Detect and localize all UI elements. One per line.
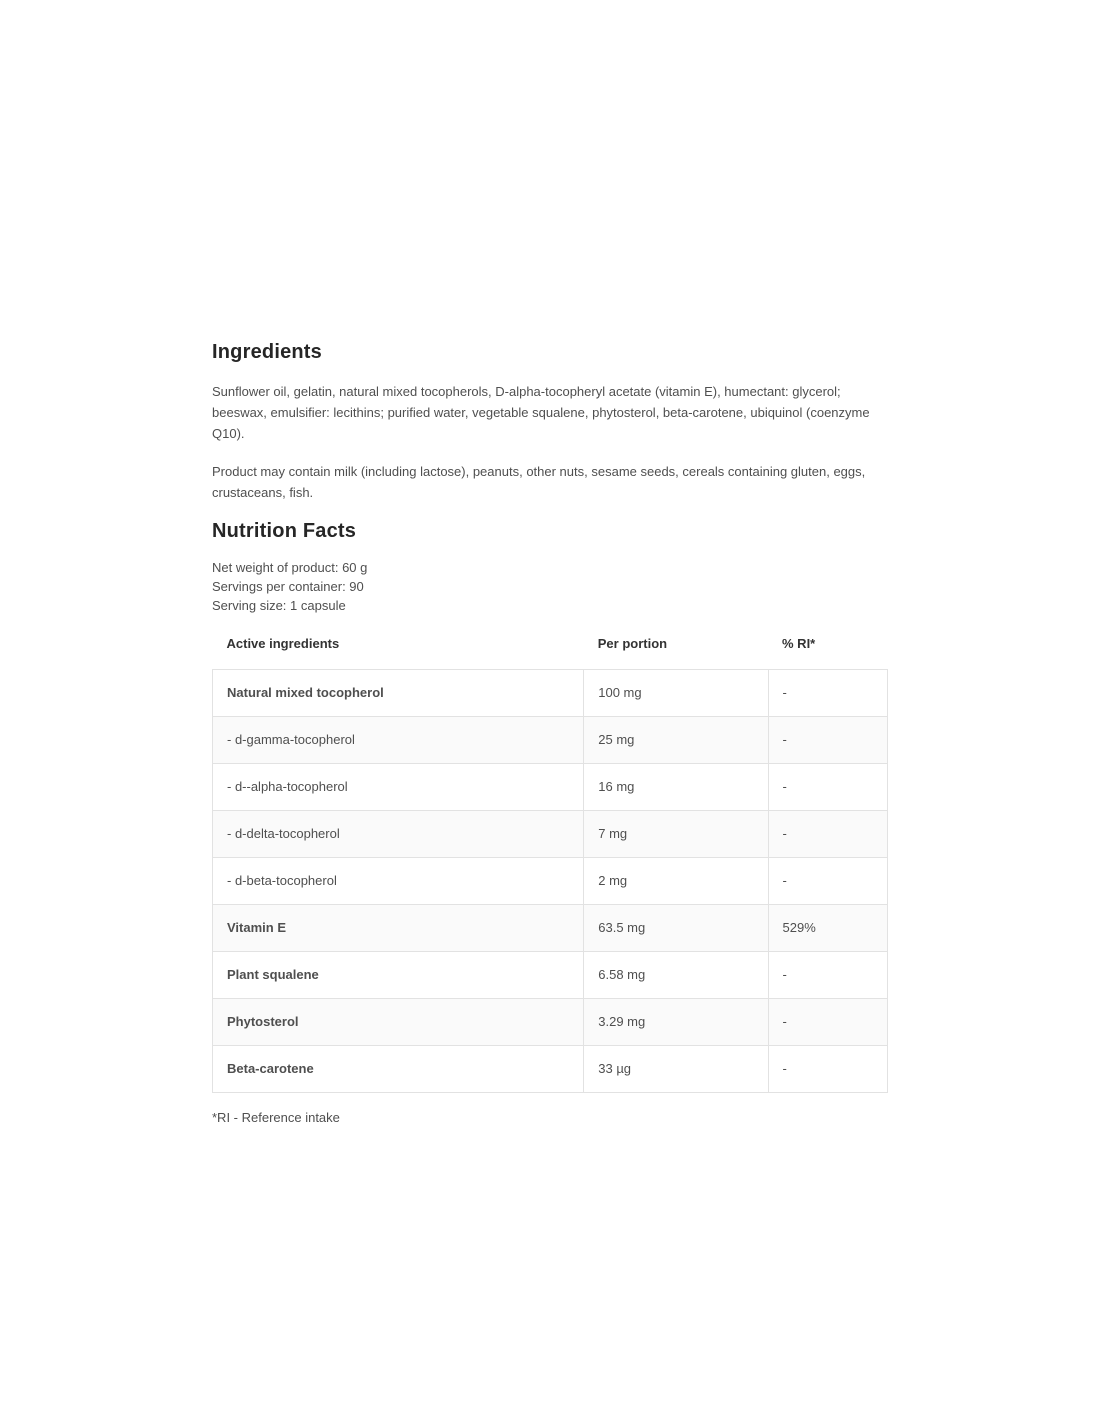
reference-intake-note: *RI - Reference intake (212, 1110, 340, 1125)
ingredients-paragraph: Sunflower oil, gelatin, natural mixed tocopherols, D-alpha-tocopheryl acetate (vitamin E), humectant: glycerol; beeswax, emulsifier: lecithins; purified water, vegetable squalene, phytosterol, beta-carotene, ubiquinol (coenzyme Q10). (212, 384, 870, 441)
portion-value-cell: 100 mg (584, 670, 768, 717)
allergen-paragraph: Product may contain milk (including lactose), peanuts, other nuts, sesame seeds, cereals containing gluten, eggs, crustaceans, fish. (212, 464, 866, 500)
ingredient-name-cell: - d-delta-tocopherol (213, 811, 584, 858)
ri-value-cell: - (768, 999, 887, 1046)
ri-value-cell: - (768, 858, 887, 905)
product-details-content (212, 0, 888, 1127)
servings-per-container-line: Servings per container: 90 (212, 579, 364, 594)
ri-value-cell: - (768, 1046, 887, 1093)
ingredient-name-cell: Vitamin E (213, 905, 584, 952)
ingredient-name-cell: - d-beta-tocopherol (213, 858, 584, 905)
portion-value-cell: 33 µg (584, 1046, 768, 1093)
ingredients-title: Ingredients (212, 341, 322, 363)
ri-value-cell: - (768, 811, 887, 858)
serving-size-line: Serving size: 1 capsule (212, 598, 346, 613)
ri-value-cell: - (768, 764, 887, 811)
portion-value-cell: 6.58 mg (584, 952, 768, 999)
ri-value-cell: - (768, 952, 887, 999)
portion-value-cell: 2 mg (584, 858, 768, 905)
table-row (213, 717, 888, 764)
nutrition-table (212, 637, 888, 1093)
table-row (213, 858, 888, 905)
table-row (213, 670, 888, 717)
column-header-per-portion: Per portion (597, 636, 668, 651)
table-row (213, 811, 888, 858)
net-weight-line: Net weight of product: 60 g (212, 560, 368, 575)
ingredient-name-cell: Beta-carotene (213, 1046, 584, 1093)
ingredient-name-cell: Plant squalene (213, 952, 584, 999)
table-row (213, 1046, 888, 1093)
serving-info (212, 558, 888, 615)
table-header-row (213, 637, 888, 670)
table-row (213, 999, 888, 1046)
column-header-ri: % RI* (782, 636, 816, 651)
table-row (213, 764, 888, 811)
portion-value-cell: 7 mg (584, 811, 768, 858)
ri-value-cell: - (768, 670, 887, 717)
ingredient-name-cell: - d-gamma-tocopherol (213, 717, 584, 764)
table-row (213, 905, 888, 952)
portion-value-cell: 25 mg (584, 717, 768, 764)
ingredient-name-cell: Phytosterol (213, 999, 584, 1046)
nutrition-facts-title: Nutrition Facts (212, 520, 357, 542)
ingredient-name-cell: Natural mixed tocopherol (213, 670, 584, 717)
portion-value-cell: 63.5 mg (584, 905, 768, 952)
ingredient-name-cell: - d--alpha-tocopherol (213, 764, 584, 811)
ri-value-cell: - (768, 717, 887, 764)
ri-value-cell: 529% (768, 905, 887, 952)
portion-value-cell: 3.29 mg (584, 999, 768, 1046)
portion-value-cell: 16 mg (584, 764, 768, 811)
column-header-active-ingredients: Active ingredients (226, 636, 340, 651)
table-row (213, 952, 888, 999)
